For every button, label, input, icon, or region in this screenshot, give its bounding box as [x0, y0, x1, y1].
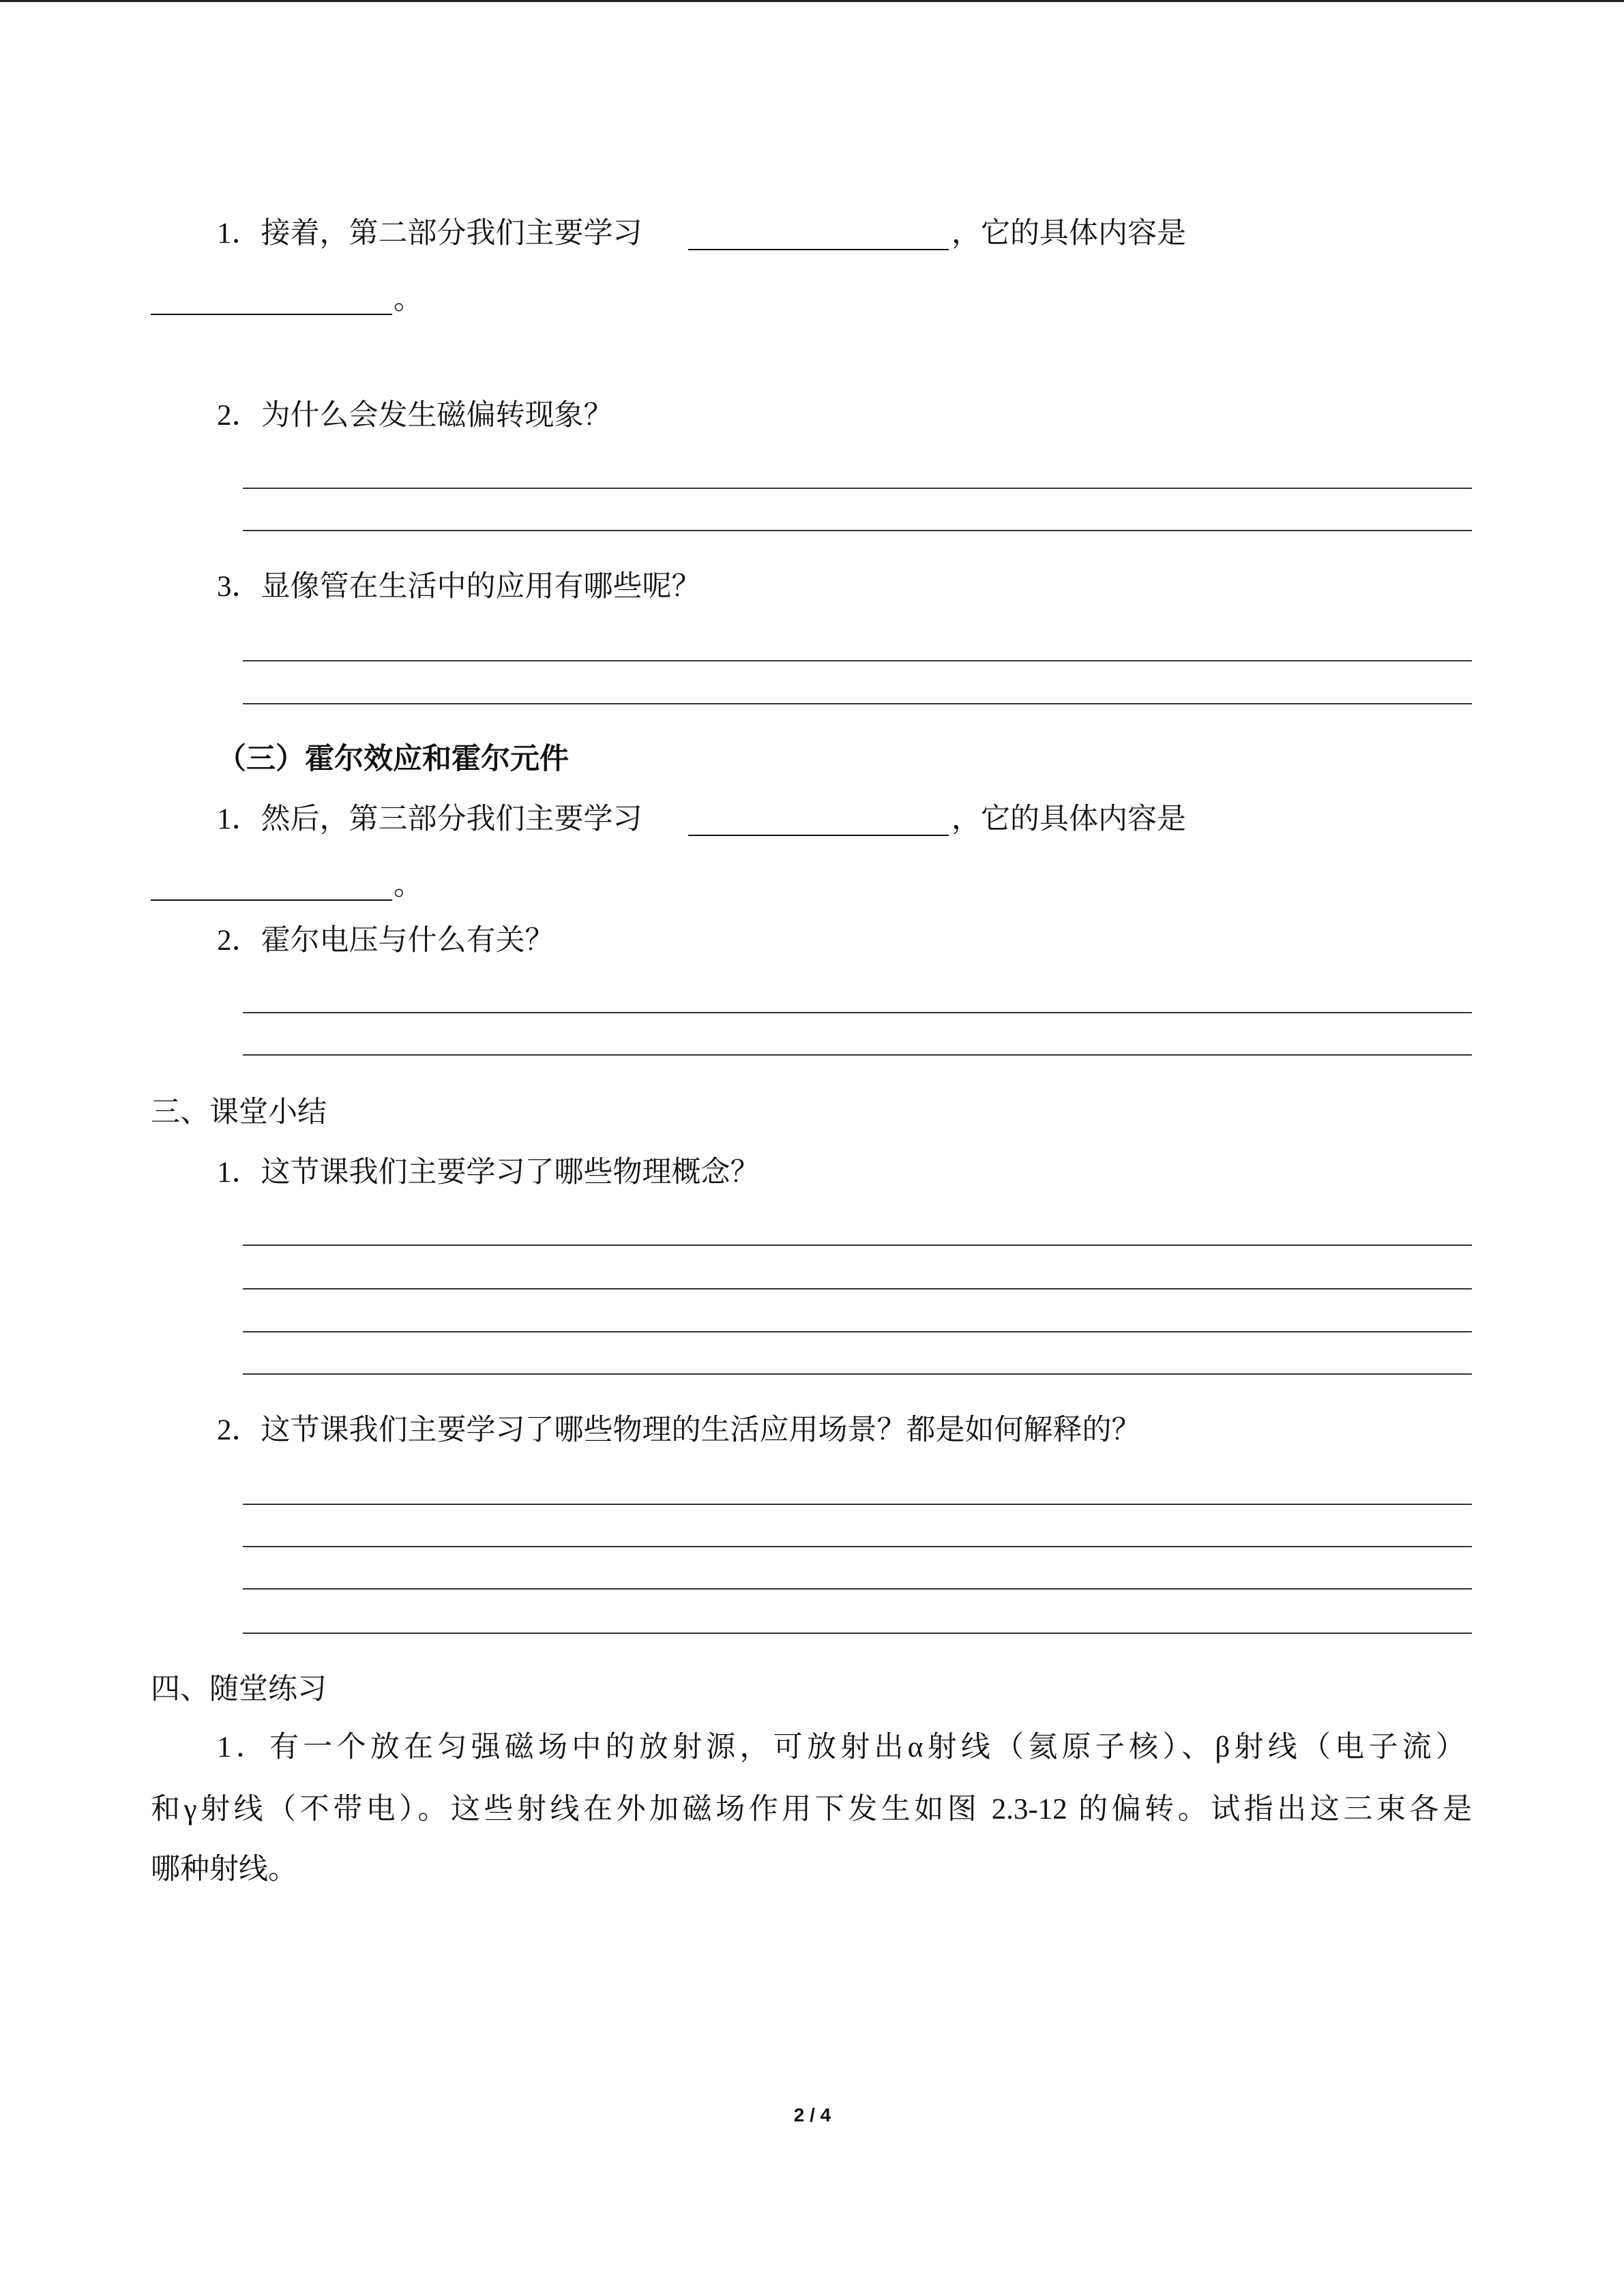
summary-heading: 三、课堂小结 [151, 1097, 327, 1129]
answer-line [243, 660, 1472, 661]
answer-line [243, 1504, 1472, 1505]
answer-line [243, 1373, 1472, 1375]
part2-q1-topic-blank [688, 249, 949, 250]
part2-q1-tail: ，它的具体内容是 [951, 218, 1186, 250]
part3-heading: （三）霍尔效应和霍尔元件 [217, 743, 569, 775]
part3-q1-tail: ，它的具体内容是 [951, 803, 1186, 835]
part2-q3: 3．显像管在生活中的应用有哪些呢？ [217, 571, 701, 603]
part3-q2: 2．霍尔电压与什么有关？ [217, 925, 555, 957]
page-number: 2 / 4 [793, 2104, 831, 2126]
part2-q1-lead: 1．接着，第二部分我们主要学习 [217, 218, 643, 250]
part2-q1-content-blank [151, 314, 392, 315]
answer-line [243, 1054, 1472, 1056]
practice-heading: 四、随堂练习 [151, 1673, 327, 1705]
summary-q2: 2．这节课我们主要学习了哪些物理的生活应用场景？都是如何解释的？ [217, 1414, 1141, 1446]
answer-line [243, 488, 1472, 489]
summary-q1: 1．这节课我们主要学习了哪些物理概念？ [217, 1157, 760, 1189]
answer-line [243, 1546, 1472, 1547]
answer-line [243, 1588, 1472, 1590]
answer-line [243, 1331, 1472, 1332]
answer-line [243, 703, 1472, 704]
part3-q1-lead: 1．然后，第三部分我们主要学习 [217, 803, 643, 835]
answer-line [243, 1632, 1472, 1634]
answer-line [243, 1288, 1472, 1289]
part3-q1-content-blank [151, 899, 392, 901]
practice-q1-line1: 1．有一个放在匀强磁场中的放射源，可放射出α射线（氦原子核）、β射线（电子流） [217, 1731, 1465, 1763]
part2-q1-end: 。 [394, 284, 423, 316]
answer-line [243, 1244, 1472, 1246]
part2-q2: 2．为什么会发生磁偏转现象？ [217, 400, 613, 432]
part3-q1-end: 。 [394, 869, 423, 901]
part3-q1-topic-blank [688, 835, 949, 836]
page-top-border [0, 0, 1624, 2]
answer-line [243, 530, 1472, 531]
practice-q1-line2: 和γ射线（不带电）。这些射线在外加磁场作用下发生如图 2.3-12 的偏转。试指出这三束各是 [151, 1793, 1472, 1825]
answer-line [243, 1012, 1472, 1013]
practice-q1-line3: 哪种射线。 [151, 1853, 297, 1885]
